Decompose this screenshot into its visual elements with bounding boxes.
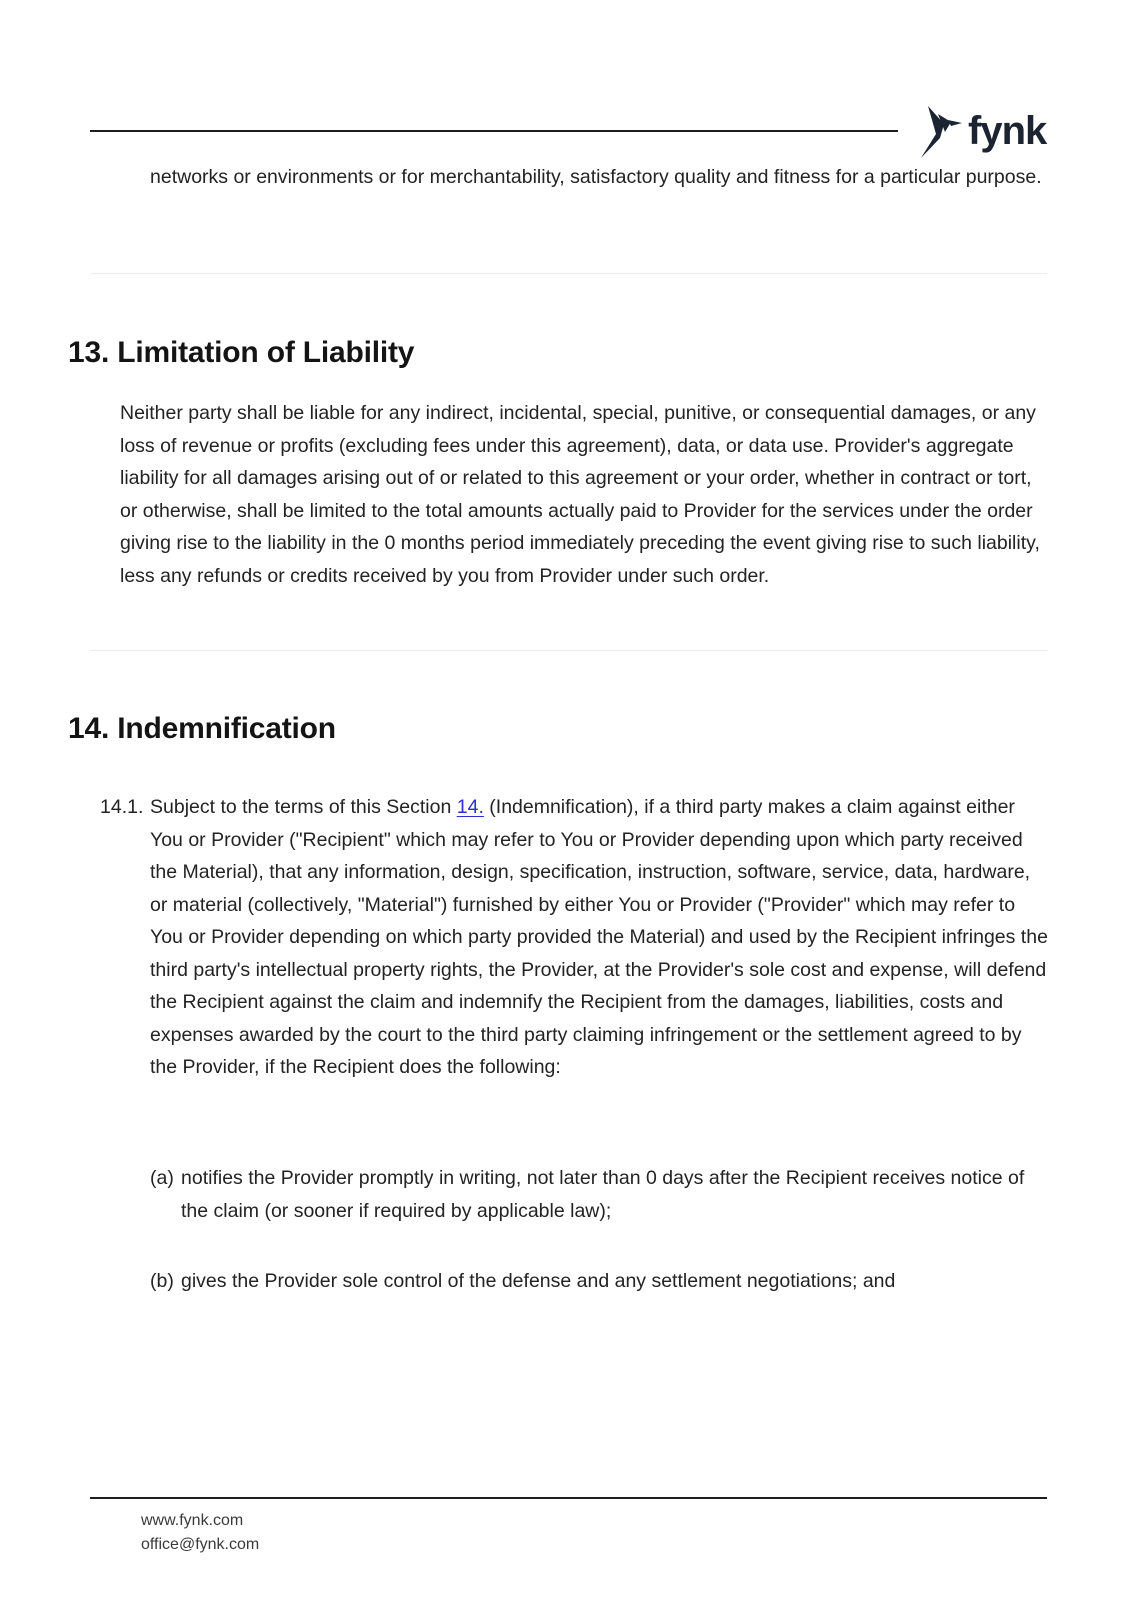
sub-clause-text: notifies the Provider promptly in writing, not later than 0 days after the Recipient receives notice of the claim (or sooner if required by applicable law); — [181, 1167, 1025, 1222]
clause-text-after: (Indemnification), if a third party makes a claim against either You or Provider ("Recipient" which may refer to You or Provider depending upon which party received the Material), that any information, design, specification, instruction, software, service, data, hardware, or material (collectively, "Material") furnished by either You or Provider ("Provider" which may refer to You or Provider depending on which party provided the Material) and used by the Recipient infringes the third party's intellectual property rights, the Provider, at the Provider's sole cost and expense, will defend the Recipient against the claim and indemnify the Recipient from the damages, liabilities, costs and expenses awarded by the court to the third party claiming infringement or the settlement agreed to by the Provider, if the Recipient does the following: — [150, 796, 1048, 1078]
logo-wordmark: fynk — [968, 109, 1047, 153]
bird-icon — [918, 104, 964, 158]
clause-text-before: Subject to the terms of this Section — [150, 796, 457, 818]
section-cross-reference-link[interactable]: 14. — [456, 796, 484, 818]
clause-number: 14.1. — [100, 796, 144, 818]
footer-email: office@fynk.com — [141, 1536, 260, 1553]
footer-rule — [90, 1497, 1047, 1499]
sub-clause-a — [150, 1162, 1050, 1227]
header-rule — [90, 130, 898, 132]
clause-14-1-body — [150, 791, 1050, 1084]
section-13-body: Neither party shall be liable for any indirect, incidental, special, punitive, or consequential damages, or any loss of revenue or profits (excluding fees under this agreement), data, or data use. Provider's aggregate liability for all damages arising out of or related to this agreement or your order, whether in contract or tort, or otherwise, shall be limited to the total amounts actually paid to Provider for the services under the order giving rise to the liability in the 0 months period immediately preceding the event giving rise to such liability, less any refunds or credits received by you from Provider under such order. — [120, 402, 1040, 587]
continuation-paragraph: networks or environments or for merchantability, satisfactory quality and fitness for a particular purpose. — [150, 166, 1042, 188]
fynk-logo — [918, 104, 1046, 158]
section-divider — [90, 273, 1047, 274]
footer — [141, 1509, 259, 1557]
section-13-heading: 13. Limitation of Liability — [68, 336, 415, 369]
sub-clause-b — [150, 1265, 1050, 1298]
footer-website: www.fynk.com — [141, 1512, 244, 1529]
section-divider — [90, 650, 1047, 651]
sub-clause-label: (b) — [150, 1270, 174, 1292]
section-14-heading: 14. Indemnification — [68, 712, 336, 745]
sub-clause-label: (a) — [150, 1167, 174, 1189]
sub-clause-text: gives the Provider sole control of the defense and any settlement negotiations; and — [181, 1270, 896, 1292]
clause-14-1 — [100, 791, 1050, 1084]
